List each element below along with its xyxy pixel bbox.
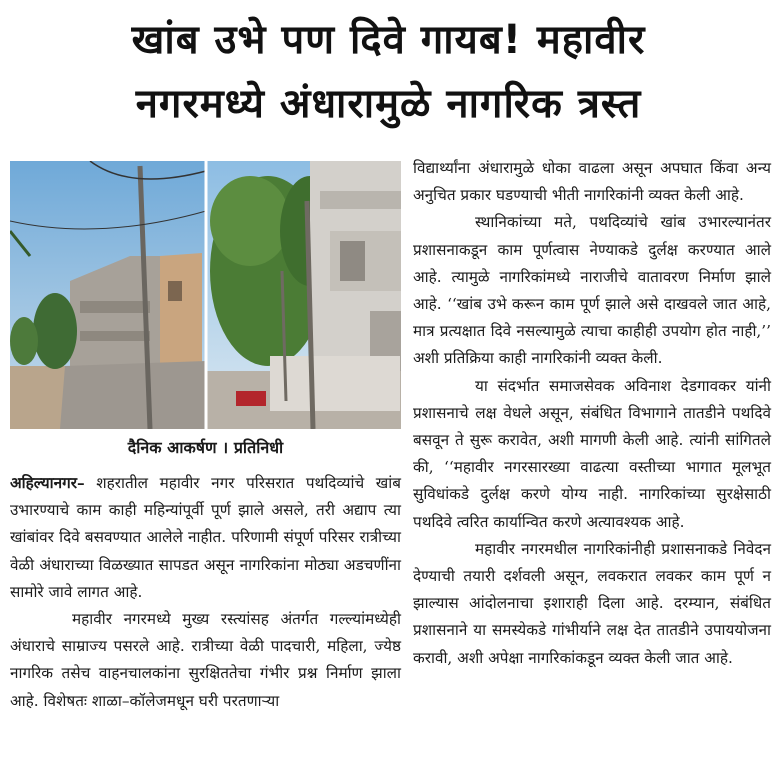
paragraph: स्थानिकांच्या मते, पथदिव्यांचे खांब उभारल्यानंतर प्रशासनाकडून काम पूर्णत्वास नेण्याकडे दुर्लक्ष करण्यात आले आहे. त्यामुळे नागरिकांमध्ये नाराजीचे वातावरण निर्माण झाले आहे. ‘‘खांब उभे करून काम पूर्ण झाले असे दाखवले जात आहे, मात्र प्रत्यक्षात दिवे नसल्यामुळे त्याचा काहीही उपयोग होत नाही,’’ अशी प्रतिक्रिया काही नागरिकांनी व्यक्त केली. (413, 213, 771, 368)
paragraph: महावीर नगरमध्ये मुख्य रस्त्यांसह अंतर्गत गल्ल्यांमध्येही अंधाराचे साम्राज्य पसरले आहे. रात्रीच्या वेळी पादचारी, महिला, ज्येष्ठ नागरिक तसेच वाहनचालकांना सुरक्षिततेचा गंभीर प्रश्न निर्माण झाला आहे. विशेषतः शाळा–कॉलेजमधून घरी परतणाऱ्या (10, 610, 401, 710)
news-photo (10, 161, 401, 429)
dateline: अहिल्यानगर– (10, 474, 85, 492)
paragraph: महावीर नगरमधील नागरिकांनीही प्रशासनाकडे निवेदन देण्याची तयारी दर्शवली असून, लवकरात लवकर काम पूर्ण न झाल्यास आंदोलनाचा इशाराही दिला आहे. दरम्यान, संबंधित प्रशासनाने या समस्येकडे गांभीर्याने लक्ष देत तातडीने उपाययोजना करावी, अशी अपेक्षा नागरिकांकडून व्यक्त केली जात आहे. (413, 539, 771, 667)
paragraph: विद्यार्थ्यांना अंधारामुळे धोका वाढला असून अपघात किंवा अन्य अनुचित प्रकार घडण्याची भीती नागरिकांनी व्यक्त केली आहे. (413, 159, 771, 205)
article-left-column (10, 470, 401, 715)
photo-caption: दैनिक आकर्षण । प्रतिनिधी (127, 438, 284, 457)
paragraph-text: शहरातील महावीर नगर परिसरात पथदिव्यांचे खांब उभारण्याचे काम काही महिन्यांपूर्वी पूर्ण झाले असले, तरी अद्याप त्या खांबांवर दिवे बसवण्यात आलेले नाहीत. परिणामी संपूर्ण परिसर रात्रीच्या वेळी अंधाराच्या विळख्यात सापडत असून नागरिकांना मोठ्या अडचणींना सामोरे जावे लागत आहे. (10, 474, 401, 601)
article-right-column (413, 155, 771, 672)
paragraph: या संदर्भात समाजसेवक अविनाश देडगावकर यांनी प्रशासनाचे लक्ष वेधले असून, संबंधित विभागाने तातडीने पथदिवे बसवून ते सुरू करावेत, अशी मागणी केली आहे. त्यांनी सांगितले की, ‘‘महावीर नगरसारख्या वाढत्या वस्तीच्या भागात मूलभूत सुविधांकडे दुर्लक्ष करणे योग्य नाही. नागरिकांच्या सुरक्षेसाठी पथदिवे त्वरित कार्यान्वित करणे अत्यावश्यक आहे. (413, 376, 771, 531)
headline-line-1: खांब उभे पण दिवे गायब! महावीर (131, 17, 646, 63)
headline-line-2: नगरमध्ये अंधारामुळे नागरिक त्रस्त (135, 81, 642, 127)
paragraph (10, 470, 401, 606)
headline (0, 8, 777, 136)
street-pole-photo (10, 161, 401, 429)
